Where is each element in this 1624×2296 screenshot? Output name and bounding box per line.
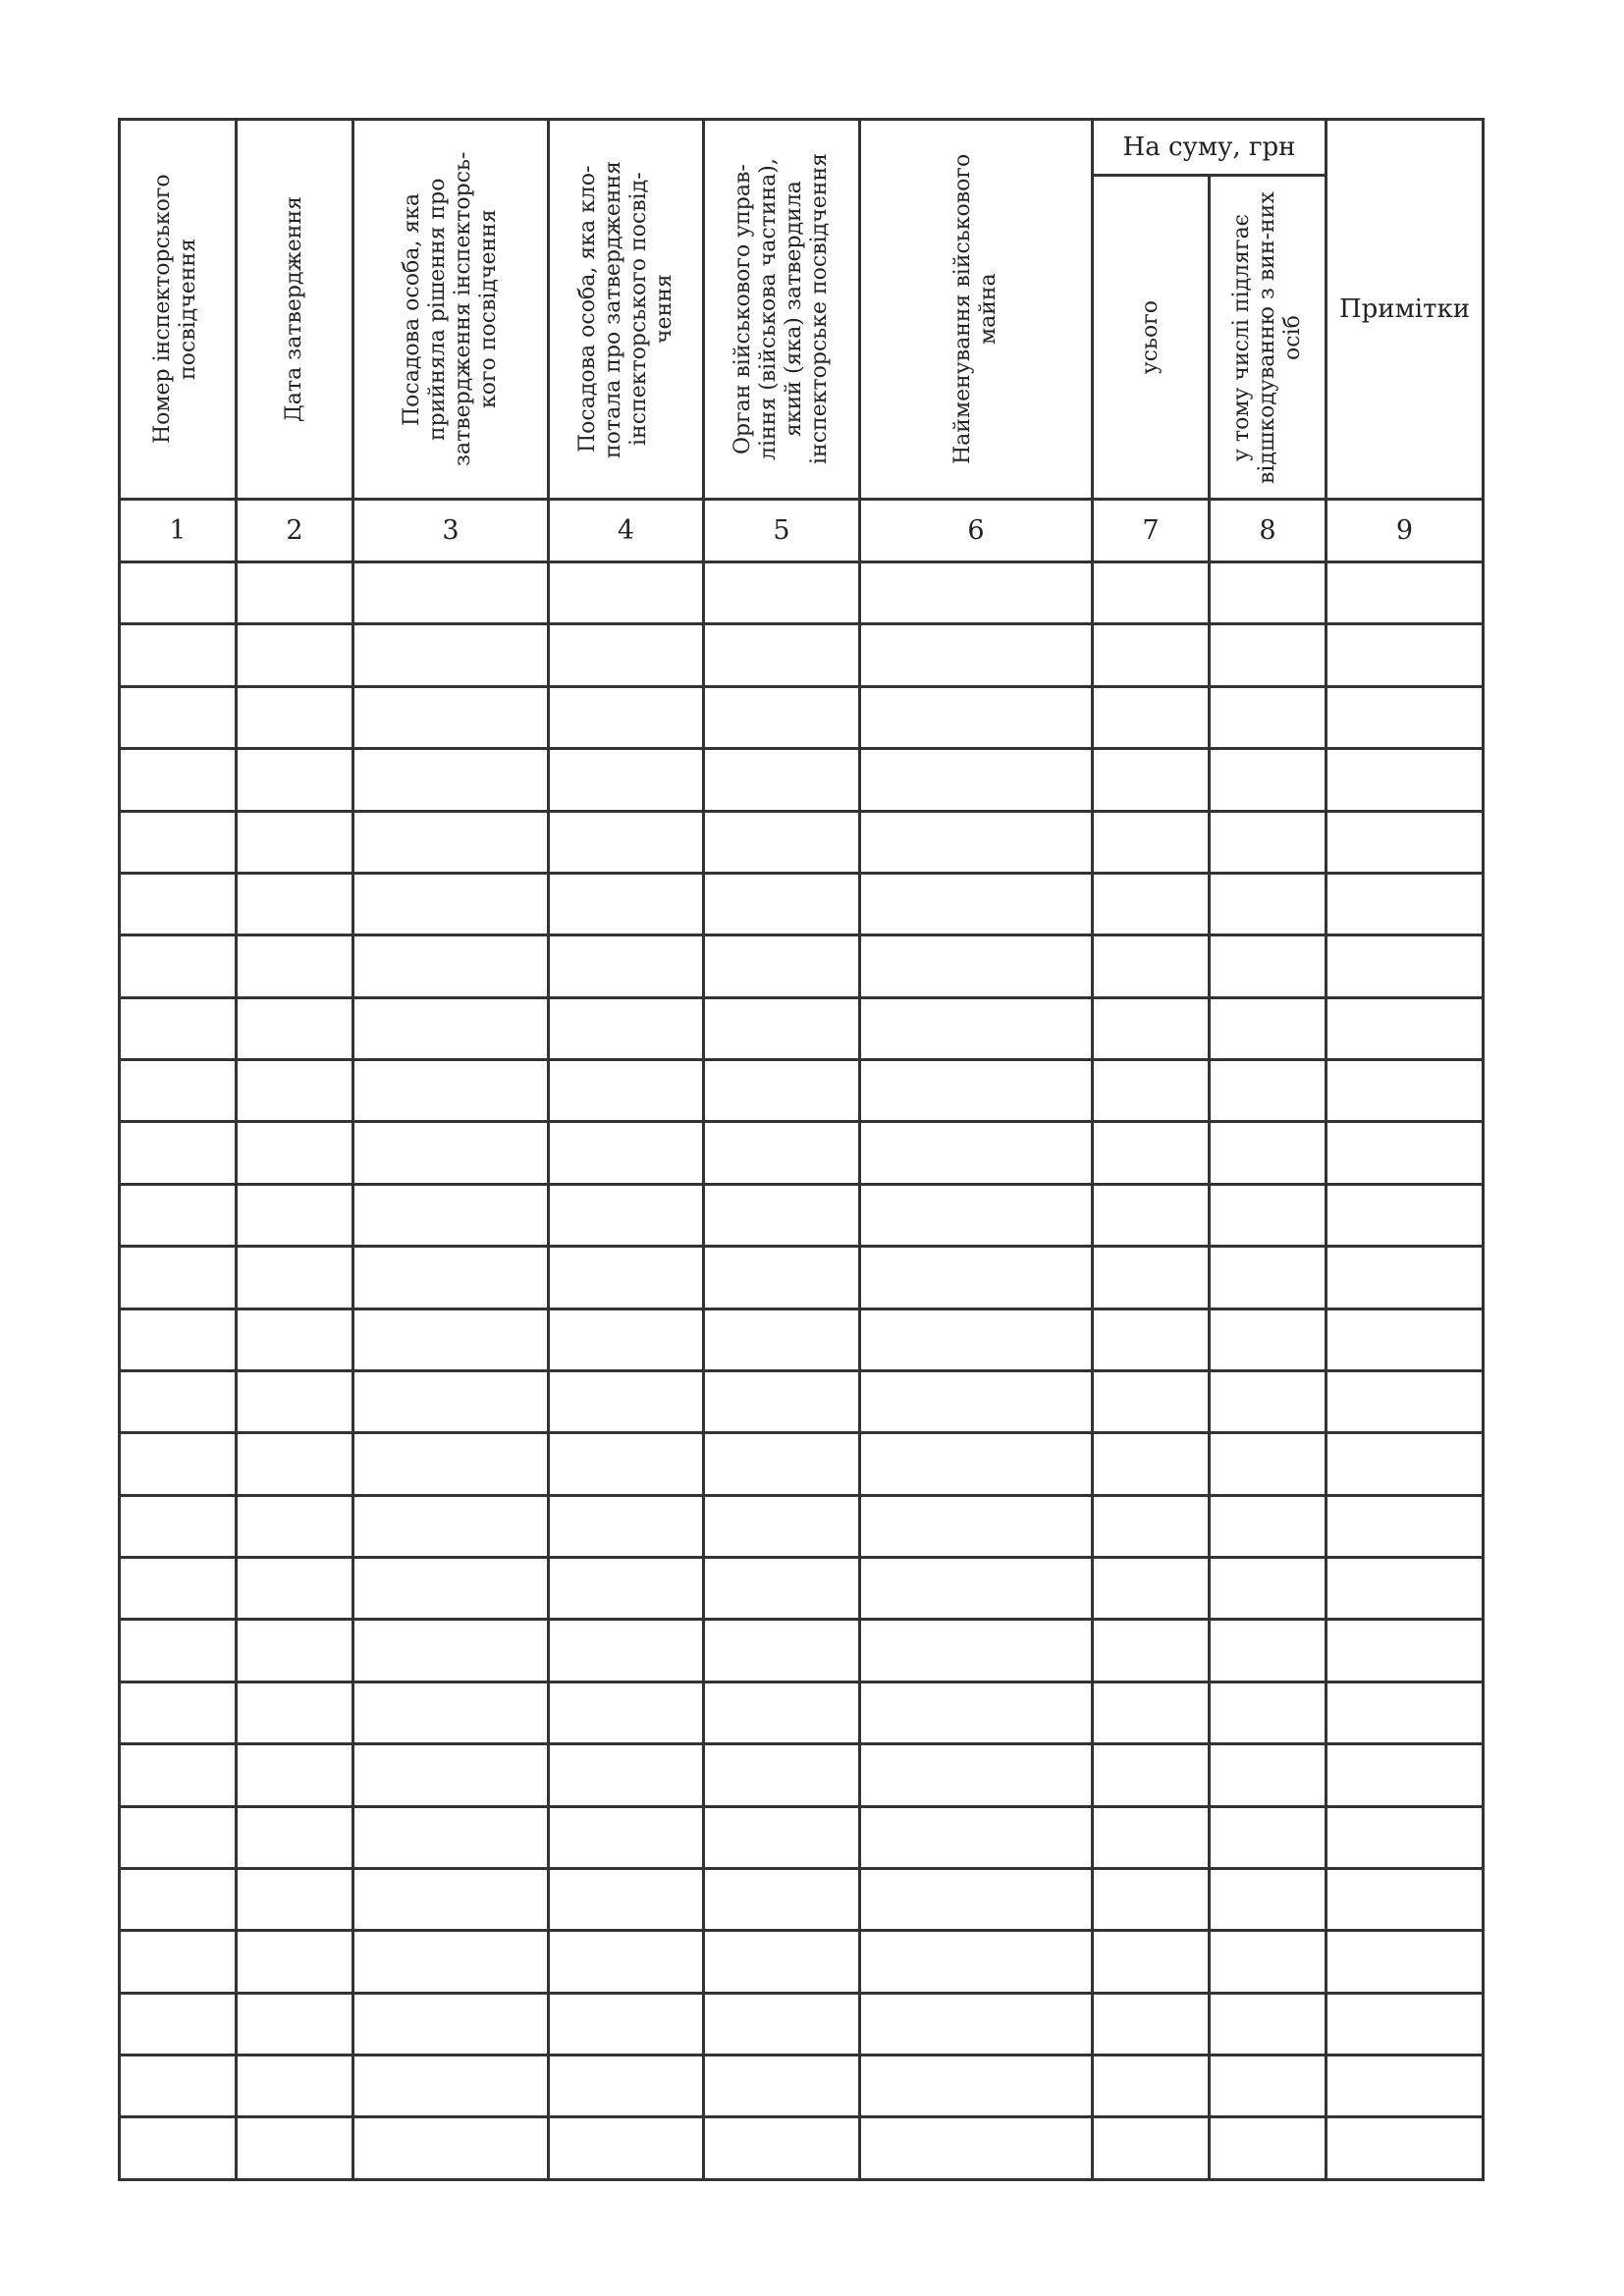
table-cell: [1093, 1620, 1210, 1682]
table-cell: [704, 749, 860, 811]
table-cell: [704, 1806, 860, 1868]
table-cell: [704, 2117, 860, 2180]
table-cell: [549, 1682, 704, 1743]
table-cell: [120, 1682, 237, 1743]
table-cell: [353, 1122, 549, 1184]
table-cell: [1210, 873, 1326, 934]
table-cell: [237, 1060, 353, 1122]
column-number: 7: [1093, 500, 1210, 562]
table-cell: [860, 1558, 1093, 1620]
table-cell: [549, 1744, 704, 1806]
table-cell: [704, 935, 860, 997]
table-cell: [353, 1060, 549, 1122]
table-cell: [120, 2117, 237, 2180]
table-cell: [1210, 624, 1326, 686]
table-cell: [1210, 2056, 1326, 2117]
table-cell: [353, 686, 549, 748]
table-cell: [860, 1184, 1093, 1246]
table-cell: [120, 997, 237, 1059]
table-cell: [704, 1744, 860, 1806]
table-cell: [1326, 1931, 1484, 1993]
table-cell: [353, 997, 549, 1059]
table-cell: [237, 624, 353, 686]
table-cell: [120, 1620, 237, 1682]
column-number-row: [120, 500, 1484, 562]
table-cell: [237, 1993, 353, 2055]
table-cell: [353, 1806, 549, 1868]
table-row: [120, 1931, 1484, 1993]
table-cell: [120, 1744, 237, 1806]
table-cell: [1210, 1495, 1326, 1557]
table-cell: [704, 562, 860, 624]
table-cell: [353, 1620, 549, 1682]
table-cell: [353, 2117, 549, 2180]
table-row: [120, 686, 1484, 748]
table-cell: [1093, 1308, 1210, 1370]
table-cell: [704, 2056, 860, 2117]
table-cell: [1093, 624, 1210, 686]
table-cell: [1326, 1558, 1484, 1620]
table-cell: [704, 811, 860, 873]
table-body: [120, 562, 1484, 2180]
table-cell: [1093, 2056, 1210, 2117]
table-cell: [860, 811, 1093, 873]
table-cell: [704, 1184, 860, 1246]
table-cell: [1093, 873, 1210, 934]
table-cell: [549, 2117, 704, 2180]
table-cell: [704, 873, 860, 934]
table-cell: [1093, 1558, 1210, 1620]
table-cell: [353, 2056, 549, 2117]
table-cell: [237, 1370, 353, 1432]
table-cell: [353, 1370, 549, 1432]
table-cell: [1210, 1433, 1326, 1495]
table-cell: [1210, 1620, 1326, 1682]
table-cell: [353, 873, 549, 934]
table-cell: [237, 1495, 353, 1557]
table-cell: [353, 1558, 549, 1620]
table-cell: [120, 1122, 237, 1184]
table-row: [120, 2056, 1484, 2117]
table-cell: [353, 1495, 549, 1557]
table-cell: [120, 1247, 237, 1308]
table-cell: [353, 935, 549, 997]
table-cell: [704, 1308, 860, 1370]
table-cell: [549, 1558, 704, 1620]
header-amount-group: На суму, грн: [1093, 120, 1326, 176]
table-cell: [237, 1558, 353, 1620]
table-cell: [860, 1744, 1093, 1806]
table-cell: [704, 1060, 860, 1122]
table-cell: [1210, 1308, 1326, 1370]
table-cell: [549, 1806, 704, 1868]
table-cell: [353, 811, 549, 873]
table-cell: [704, 997, 860, 1059]
table-cell: [1210, 1060, 1326, 1122]
table-cell: [237, 1122, 353, 1184]
table-cell: [1210, 1806, 1326, 1868]
table-cell: [1210, 1558, 1326, 1620]
table-cell: [549, 997, 704, 1059]
table-cell: [237, 1806, 353, 1868]
table-cell: [549, 1620, 704, 1682]
table-cell: [120, 749, 237, 811]
table-cell: [1326, 686, 1484, 748]
table-cell: [1093, 1184, 1210, 1246]
table-cell: [237, 1620, 353, 1682]
table-cell: [860, 1868, 1093, 1930]
table-cell: [120, 1558, 237, 1620]
table-cell: [1326, 1993, 1484, 2055]
table-cell: [1326, 1247, 1484, 1308]
table-cell: [860, 2056, 1093, 2117]
table-cell: [860, 1060, 1093, 1122]
table-cell: [120, 686, 237, 748]
table-cell: [704, 1433, 860, 1495]
table-cell: [704, 1931, 860, 1993]
table-cell: [1210, 1370, 1326, 1432]
table-cell: [237, 1868, 353, 1930]
table-cell: [1093, 1931, 1210, 1993]
table-cell: [237, 1682, 353, 1743]
table-cell: [120, 562, 237, 624]
table-cell: [860, 935, 1093, 997]
table-cell: [549, 1308, 704, 1370]
table-cell: [704, 686, 860, 748]
table-cell: [1326, 2056, 1484, 2117]
table-cell: [1093, 1060, 1210, 1122]
table-row: [120, 562, 1484, 624]
table-cell: [120, 2056, 237, 2117]
table-cell: [120, 1060, 237, 1122]
table-cell: [1326, 811, 1484, 873]
table-cell: [1210, 811, 1326, 873]
table-cell: [1326, 624, 1484, 686]
table-cell: [120, 1806, 237, 1868]
table-cell: [549, 1433, 704, 1495]
table-cell: [237, 1931, 353, 1993]
table-cell: [1093, 686, 1210, 748]
table-cell: [549, 1868, 704, 1930]
table-cell: [860, 873, 1093, 934]
table-cell: [1093, 1806, 1210, 1868]
table-cell: [353, 1993, 549, 2055]
table-cell: [860, 562, 1093, 624]
table-cell: [549, 624, 704, 686]
table-cell: [1326, 1868, 1484, 1930]
column-number: 1: [120, 500, 237, 562]
table-cell: [120, 873, 237, 934]
table-cell: [1326, 1744, 1484, 1806]
table-cell: [1326, 1806, 1484, 1868]
table-cell: [1210, 1122, 1326, 1184]
table-cell: [120, 811, 237, 873]
table-cell: [1326, 749, 1484, 811]
table-cell: [1210, 1868, 1326, 1930]
table-cell: [1326, 1682, 1484, 1743]
table-cell: [237, 2117, 353, 2180]
table-cell: [237, 1433, 353, 1495]
table-row: [120, 1806, 1484, 1868]
table-row: [120, 1122, 1484, 1184]
table-cell: [1326, 1620, 1484, 1682]
table-row: [120, 1620, 1484, 1682]
table-cell: [704, 1620, 860, 1682]
table-cell: [1093, 1993, 1210, 2055]
table-cell: [704, 1370, 860, 1432]
table-cell: [549, 2056, 704, 2117]
table-cell: [1326, 1060, 1484, 1122]
table-cell: [1326, 1495, 1484, 1557]
table-cell: [1093, 2117, 1210, 2180]
table-cell: [353, 1308, 549, 1370]
table-cell: [1210, 1993, 1326, 2055]
table-cell: [860, 1308, 1093, 1370]
table-cell: [237, 686, 353, 748]
table-row: [120, 997, 1484, 1059]
table-cell: [1093, 1247, 1210, 1308]
table-cell: [549, 1993, 704, 2055]
table-cell: [120, 1433, 237, 1495]
column-number: 6: [860, 500, 1093, 562]
table-cell: [1210, 686, 1326, 748]
table-row: [120, 935, 1484, 997]
table-cell: [549, 873, 704, 934]
table-cell: [120, 1495, 237, 1557]
table-cell: [1093, 997, 1210, 1059]
table-cell: [237, 811, 353, 873]
table-cell: [1326, 935, 1484, 997]
table-cell: [860, 997, 1093, 1059]
table-cell: [549, 686, 704, 748]
table-row: [120, 1993, 1484, 2055]
table-cell: [1210, 2117, 1326, 2180]
table-cell: [860, 1620, 1093, 1682]
table-cell: [1210, 1931, 1326, 1993]
table-cell: [860, 1682, 1093, 1743]
table-row: [120, 1495, 1484, 1557]
table-cell: [1093, 749, 1210, 811]
header-notes: Примітки: [1326, 120, 1484, 500]
table-cell: [1093, 1370, 1210, 1432]
table-cell: [120, 624, 237, 686]
table-cell: [237, 1184, 353, 1246]
header-total: усього: [1093, 176, 1210, 500]
table-cell: [353, 1868, 549, 1930]
table-row: [120, 749, 1484, 811]
table-row: [120, 1370, 1484, 1432]
table-cell: [237, 749, 353, 811]
table-cell: [353, 562, 549, 624]
table-cell: [704, 1495, 860, 1557]
table-cell: [549, 1184, 704, 1246]
table-cell: [549, 1060, 704, 1122]
table-row: [120, 1308, 1484, 1370]
table-cell: [120, 1308, 237, 1370]
table-cell: [1210, 935, 1326, 997]
table-cell: [120, 1931, 237, 1993]
table-cell: [860, 1495, 1093, 1557]
header-reimbursable-amount: у тому числі підлягає відшкодуванню з вин-них осіб: [1210, 176, 1326, 500]
table-cell: [1093, 562, 1210, 624]
table-cell: [237, 997, 353, 1059]
column-number: 5: [704, 500, 860, 562]
table-cell: [353, 1184, 549, 1246]
table-row: [120, 1184, 1484, 1246]
table-cell: [860, 1370, 1093, 1432]
table-cell: [1093, 1495, 1210, 1557]
table-cell: [1210, 1682, 1326, 1743]
header-decision-official: Посадова особа, яка прийняла рішення про затвердження інспекторсь-кого посвідчення: [353, 120, 549, 500]
table-cell: [860, 2117, 1093, 2180]
table-cell: [860, 1247, 1093, 1308]
table-cell: [237, 935, 353, 997]
table-row: [120, 1060, 1484, 1122]
table-cell: [237, 873, 353, 934]
table-cell: [549, 811, 704, 873]
table-cell: [120, 1184, 237, 1246]
table-row: [120, 1247, 1484, 1308]
table-cell: [237, 562, 353, 624]
table-cell: [704, 1993, 860, 2055]
header-petitioning-official: Посадова особа, яка кло-потала про затвердження інспекторського посвід-чення: [549, 120, 704, 500]
table-cell: [353, 1433, 549, 1495]
table-row: [120, 2117, 1484, 2180]
header-property-name: Найменування військового майна: [860, 120, 1093, 500]
header-military-authority: Орган військового управ-ління (військова частина), який (яка) затвердила інспекторське посвідчення: [704, 120, 860, 500]
table-cell: [860, 749, 1093, 811]
table-cell: [1326, 562, 1484, 624]
table-cell: [1326, 997, 1484, 1059]
table-cell: [1326, 873, 1484, 934]
table-cell: [549, 1370, 704, 1432]
table-cell: [237, 1247, 353, 1308]
column-number: 4: [549, 500, 704, 562]
table-cell: [1093, 1122, 1210, 1184]
table-cell: [1210, 1744, 1326, 1806]
table-cell: [1326, 1122, 1484, 1184]
table-cell: [1093, 1682, 1210, 1743]
table-cell: [120, 1370, 237, 1432]
table-cell: [704, 1122, 860, 1184]
table-cell: [1210, 1247, 1326, 1308]
table-cell: [1210, 562, 1326, 624]
table-cell: [1326, 1433, 1484, 1495]
table-cell: [1326, 1370, 1484, 1432]
table-row: [120, 624, 1484, 686]
table-cell: [549, 1122, 704, 1184]
column-number: 8: [1210, 500, 1326, 562]
table-cell: [860, 1122, 1093, 1184]
table-cell: [1326, 1184, 1484, 1246]
table-cell: [353, 1931, 549, 1993]
table-cell: [549, 935, 704, 997]
table-cell: [120, 1868, 237, 1930]
table-cell: [704, 1558, 860, 1620]
table-cell: [704, 624, 860, 686]
table-cell: [860, 1993, 1093, 2055]
table-cell: [237, 1744, 353, 1806]
table-cell: [353, 749, 549, 811]
table-cell: [704, 1682, 860, 1743]
table-cell: [860, 1931, 1093, 1993]
table-cell: [549, 1931, 704, 1993]
header-inspection-certificate-number: Номер інспекторського посвідчення: [120, 120, 237, 500]
header-row-top: [120, 120, 1484, 176]
table-cell: [120, 935, 237, 997]
table-cell: [237, 1308, 353, 1370]
table-cell: [120, 1993, 237, 2055]
table-row: [120, 1558, 1484, 1620]
table-row: [120, 1433, 1484, 1495]
table-cell: [860, 686, 1093, 748]
table-row: [120, 873, 1484, 934]
table-cell: [237, 2056, 353, 2117]
table-cell: [1210, 1184, 1326, 1246]
table-cell: [860, 1806, 1093, 1868]
table-row: [120, 1868, 1484, 1930]
table-cell: [1210, 997, 1326, 1059]
table-row: [120, 1682, 1484, 1743]
column-number: 9: [1326, 500, 1484, 562]
table-cell: [1093, 1433, 1210, 1495]
table-cell: [1210, 749, 1326, 811]
table-cell: [1093, 811, 1210, 873]
header-approval-date: Дата затвердження: [237, 120, 353, 500]
table-row: [120, 1744, 1484, 1806]
table-cell: [1093, 935, 1210, 997]
column-number: 2: [237, 500, 353, 562]
register-table: [118, 118, 1485, 2181]
table-cell: [353, 1744, 549, 1806]
table-cell: [353, 1247, 549, 1308]
table-cell: [1093, 1868, 1210, 1930]
table-cell: [860, 1433, 1093, 1495]
table-cell: [549, 562, 704, 624]
table-cell: [549, 1247, 704, 1308]
table-cell: [1326, 1308, 1484, 1370]
column-number: 3: [353, 500, 549, 562]
table-cell: [353, 624, 549, 686]
table-cell: [1326, 2117, 1484, 2180]
table-cell: [1093, 1744, 1210, 1806]
table-cell: [549, 749, 704, 811]
table-cell: [704, 1868, 860, 1930]
table-cell: [860, 624, 1093, 686]
table-row: [120, 811, 1484, 873]
table-cell: [549, 1495, 704, 1557]
table-cell: [353, 1682, 549, 1743]
table-cell: [704, 1247, 860, 1308]
